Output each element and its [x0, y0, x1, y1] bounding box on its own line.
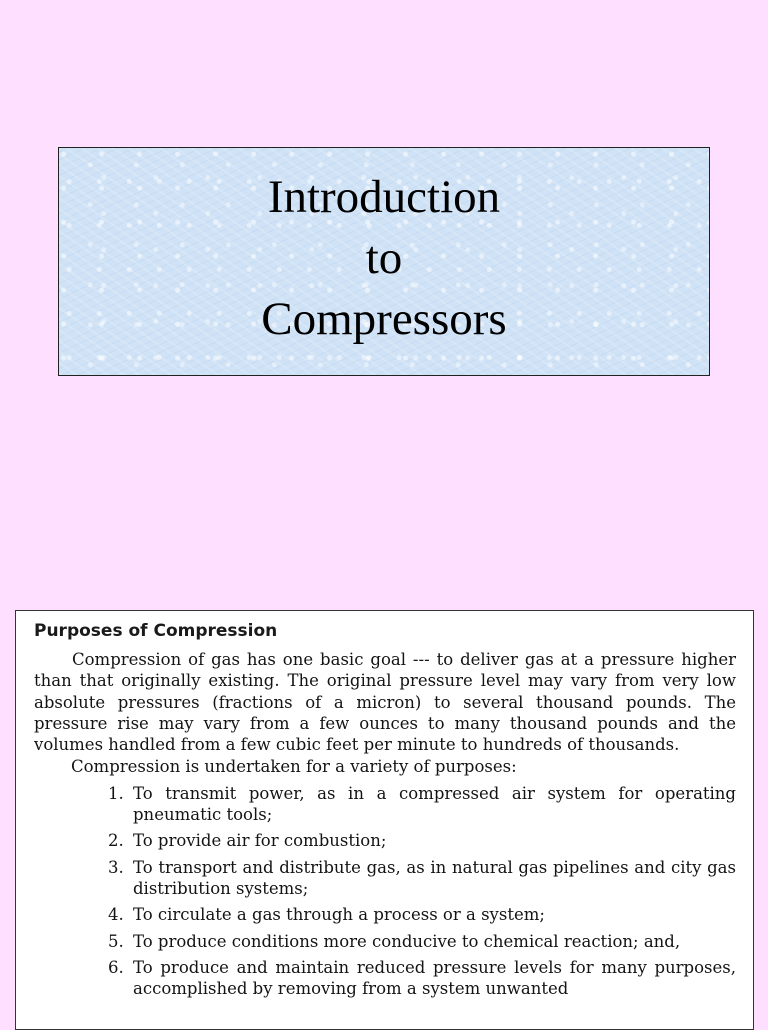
list-number: 1. [108, 783, 124, 803]
title-line: to [365, 232, 403, 284]
title-line: Compressors [261, 293, 507, 345]
intro-paragraph: Compression of gas has one basic goal --- to deliver gas at a pressure higher than that originally existing. The original pressure level may vary from very low absolute pressures (fractions of a micron) to several thousand pounds. The pressure rise may vary from a few ounces to many thousand pounds and the volumes handled from a few cubic feet per minute to hundreds of thousands. [34, 650, 736, 755]
purposes-intro: Compression is undertaken for a variety of purposes: [71, 757, 517, 777]
list-item [34, 904, 736, 925]
list-number: 4. [108, 905, 124, 925]
document-body [34, 649, 736, 1004]
list-text: To produce conditions more conducive to chemical reaction; and, [133, 931, 681, 951]
list-text: To circulate a gas through a process or a system; [133, 905, 545, 925]
title-line: Introduction [267, 171, 501, 223]
list-text: To produce and maintain reduced pressure levels for many purposes, accomplished by removing from a system unwanted [133, 957, 736, 999]
document-excerpt [15, 610, 754, 1030]
list-item [34, 857, 736, 900]
slide-title [261, 167, 506, 350]
list-number: 5. [108, 931, 124, 951]
list-text: To transmit power, as in a compressed air system for operating pneumatic tools; [133, 783, 736, 825]
purposes-list [34, 783, 736, 1000]
section-heading: Purposes of Compression [34, 621, 278, 641]
list-number: 3. [108, 857, 124, 877]
list-text: To provide air for combustion; [133, 831, 387, 851]
list-item [34, 931, 736, 952]
list-number: 2. [108, 831, 124, 851]
list-number: 6. [108, 957, 124, 977]
list-item [34, 830, 736, 851]
list-text: To transport and distribute gas, as in natural gas pipelines and city gas distribution systems; [133, 857, 736, 898]
title-slide-box [58, 147, 710, 376]
list-item [34, 957, 736, 1000]
list-item [34, 783, 736, 826]
